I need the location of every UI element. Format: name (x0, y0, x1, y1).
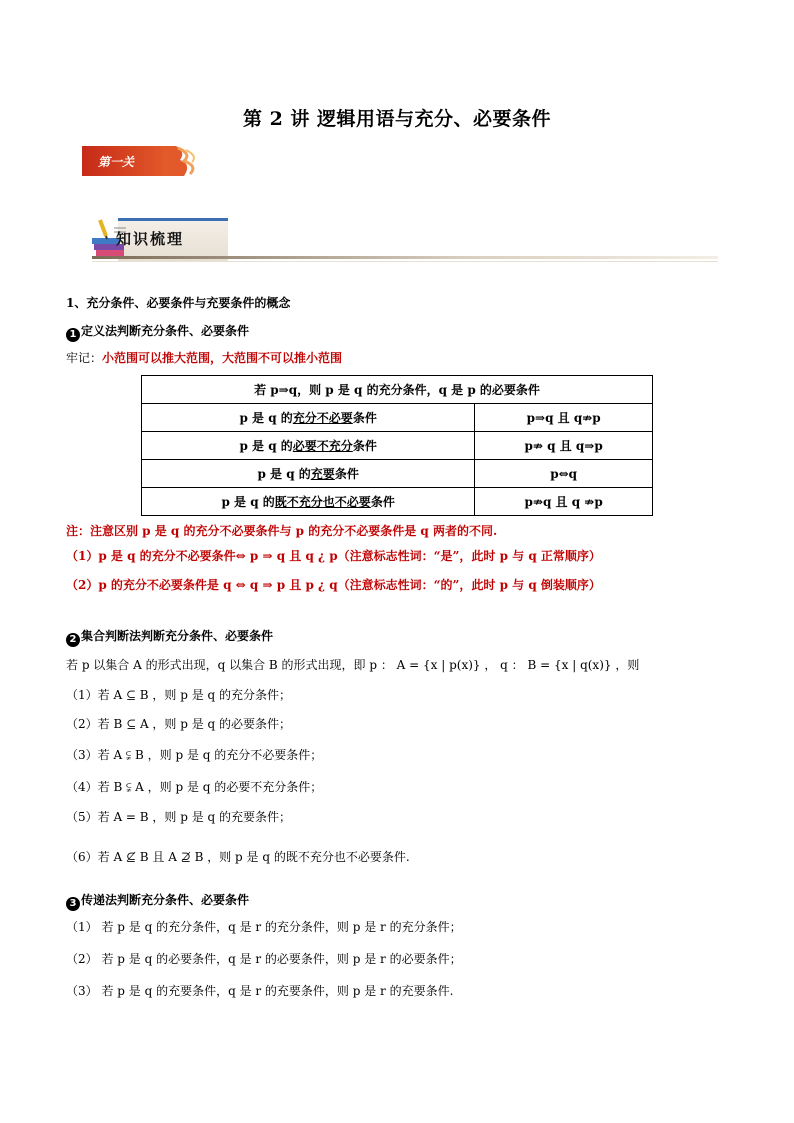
knowledge-header (92, 208, 720, 264)
header-rule (92, 256, 718, 259)
list-item: （1）若 A ⊆ B ，则 p 是 q 的充分条件； (66, 688, 292, 702)
memo-line (66, 349, 342, 366)
memo-text: 小范围可以推大范围，大范围不可以推小范围 (102, 351, 343, 365)
note-item-2: （2）p 的充分不必要条件是 q ⇔ q ⇒ p 且 p ¿ q（注意标志性词：“的”，此时 p 与 q 倒装顺序） (66, 578, 601, 592)
section2-intro: 若 p 以集合 A 的形式出现，q 以集合 B 的形式出现，即 p ： A = {x | p(x)} ， q ： B = {x | q(x)} ，则 (66, 658, 640, 672)
table-row (142, 404, 653, 432)
circle-number-icon: 1 (66, 328, 80, 342)
list-item: （4）若 B ⫋ A ，则 p 是 q 的必要不充分条件； (66, 780, 323, 794)
list-item: （3） 若 p 是 q 的充要条件，q 是 r 的充要条件，则 p 是 r 的充要条件. (66, 984, 454, 998)
sub2-text: 集合判断法判断充分条件、必要条件 (81, 629, 274, 643)
list-item: （5）若 A = B ，则 p 是 q 的充要条件； (66, 810, 292, 824)
circle-number-icon: 3 (66, 897, 80, 911)
table-cell-left: p 是 q 的必要不充分条件 (142, 432, 475, 460)
table-cell-left: p 是 q 的充要条件 (142, 460, 475, 488)
table-cell-left: p 是 q 的充分不必要条件 (142, 404, 475, 432)
sub3-text: 传递法判断充分条件、必要条件 (81, 893, 250, 907)
sub1-text: 定义法判断充分条件、必要条件 (81, 324, 250, 338)
page-title: 第 2 讲 逻辑用语与充分、必要条件 (242, 108, 552, 130)
table-row (142, 432, 653, 460)
list-item: （2）若 B ⊆ A ，则 p 是 q 的必要条件； (66, 717, 292, 731)
condition-table (141, 375, 653, 516)
table-cell-left: p 是 q 的既不充分也不必要条件 (142, 488, 475, 516)
memo-prefix: 牢记： (66, 351, 103, 365)
wave-tail-icon (162, 146, 202, 176)
list-item: （6）若 A ⊈ B 且 A ⊉ B ，则 p 是 q 的既不充分也不必要条件. (66, 850, 410, 864)
banner-label: 第一关 (98, 155, 135, 169)
table-cell-right: p⇔q (475, 460, 653, 488)
level-banner (82, 146, 200, 176)
note-item-1: （1）p 是 q 的充分不必要条件⇔ p ⇒ q 且 q ¿ p（注意标志性词：“是”，此时 p 与 q 正常顺序） (66, 549, 601, 563)
section1-sub1 (66, 322, 249, 342)
section3-heading (66, 891, 249, 911)
knowledge-label: 知识梳理 (116, 230, 185, 248)
section2-heading (66, 627, 273, 647)
table-cell-right: p⇒q 且 q⇏p (475, 404, 653, 432)
circle-number-icon: 2 (66, 633, 80, 647)
table-cell-right: p⇏ q 且 q⇒p (475, 432, 653, 460)
table-row (142, 460, 653, 488)
table-header: 若 p⇒q，则 p 是 q 的充分条件，q 是 p 的必要条件 (142, 376, 653, 404)
table-cell-right: p⇏q 且 q ⇏p (475, 488, 653, 516)
section1-heading: 1、充分条件、必要条件与充要条件的概念 (66, 296, 291, 310)
list-item: （1） 若 p 是 q 的充分条件，q 是 r 的充分条件，则 p 是 r 的充分条件； (66, 920, 462, 934)
header-rule-thin (92, 261, 718, 262)
note-line: 注：注意区别 p 是 q 的充分不必要条件与 p 的充分不必要条件是 q 两者的不同. (66, 524, 498, 538)
table-row (142, 488, 653, 516)
list-item: （3）若 A ⫋ B ，则 p 是 q 的充分不必要条件； (66, 748, 323, 762)
list-item: （2） 若 p 是 q 的必要条件，q 是 r 的必要条件，则 p 是 r 的必要条件； (66, 952, 462, 966)
